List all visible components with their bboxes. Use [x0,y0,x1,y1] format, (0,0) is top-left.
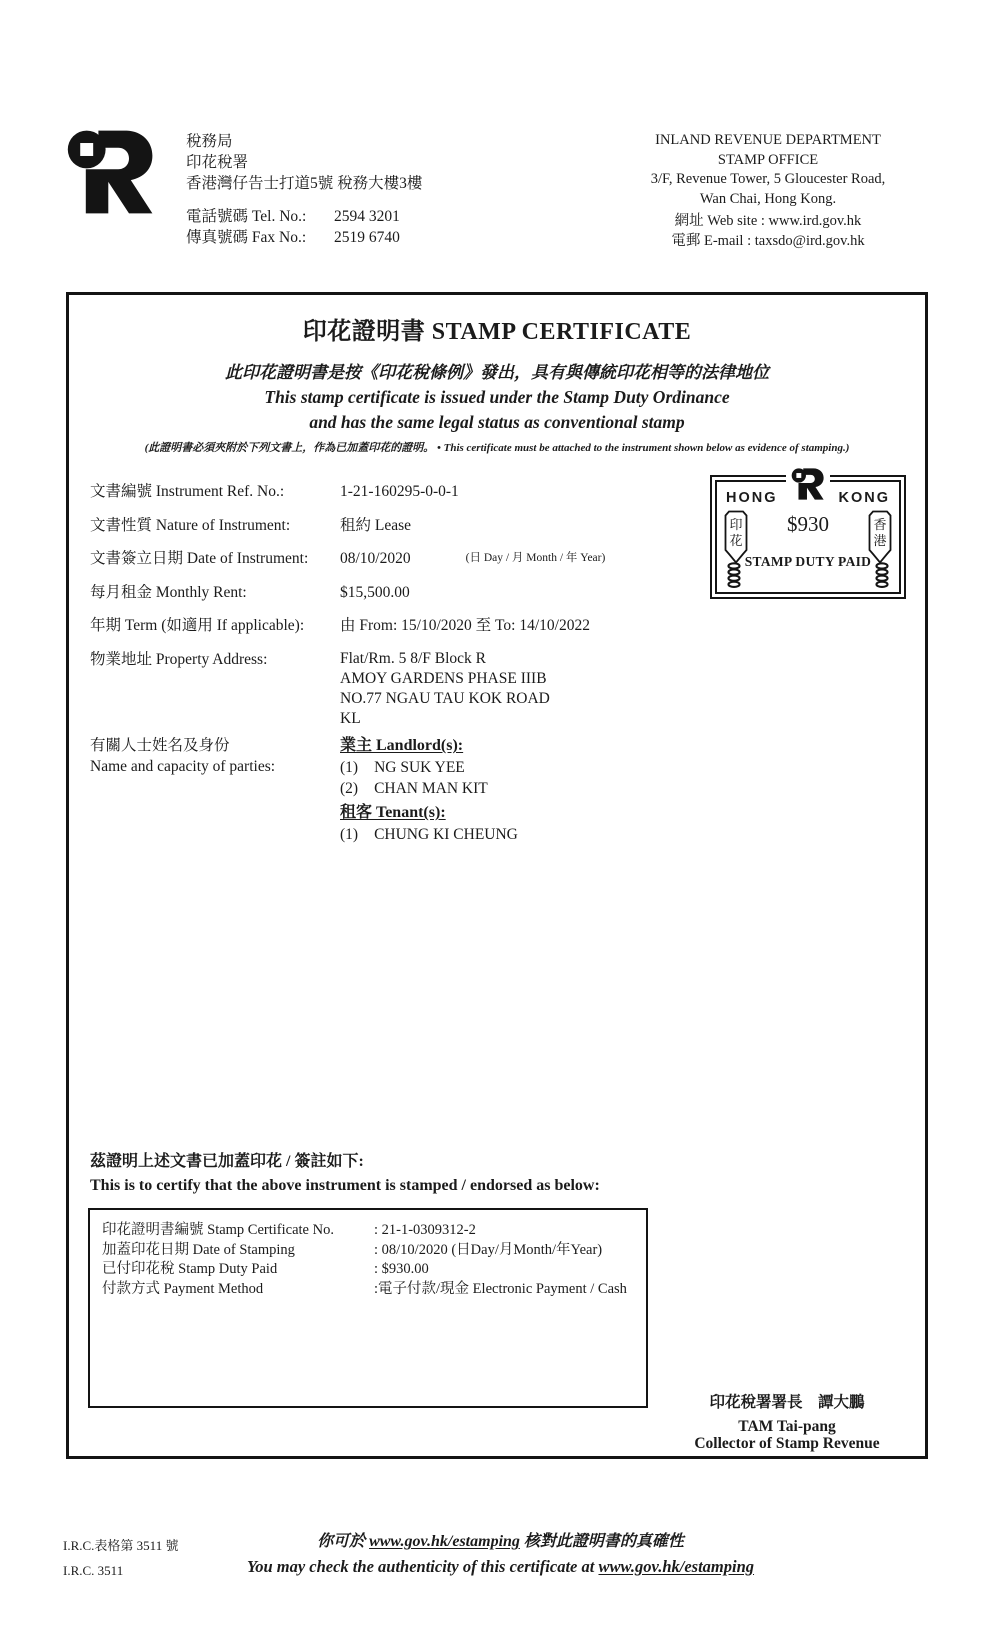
website-label: 網址 Web site : [674,213,765,229]
detail-value: : $930.00 [374,1261,429,1277]
detail-value: :電子付款/現金 Electronic Payment / Cash [374,1280,627,1297]
field-label: 文書性質 Nature of Instrument: [90,516,291,534]
collector-title: Collector of Stamp Revenue [694,1435,880,1452]
stamp-duty-amount: $930 [787,512,829,536]
certify-cn: 茲證明上述文書已加蓋印花 / 簽註如下: [90,1153,364,1170]
contact-block [186,206,400,248]
office-line: STAMP OFFICE [717,151,819,168]
party-name: NG SUK YEE [374,759,465,776]
party-name: CHAN MAN KIT [374,780,488,797]
stamping-details-box [88,1208,648,1408]
ird-logo-icon [66,127,156,217]
email-value: taxsdo@ird.gov.hk [754,232,865,249]
fax-label: 傳真號碼 Fax No.: [186,229,307,246]
tenant-item [340,824,518,845]
ird-logo-small-icon [786,467,830,501]
field-value: 租約 Lease [340,516,412,534]
address-line: Flat/Rm. 5 8/F Block R [340,649,486,667]
fax-value: 2519 6740 [334,229,400,246]
field-value: 08/10/2020 [340,550,411,567]
dept-line: 印花稅署 [186,154,249,171]
field-value: 由 From: 15/10/2020 至 To: 14/10/2022 [340,617,590,634]
party-name: CHUNG KI CHEUNG [374,826,518,843]
coil-ornament-icon [874,562,890,590]
detail-value: : 21-1-0309312-2 [374,1222,476,1238]
property-address-lines [340,649,550,729]
field-row-term [90,615,710,636]
detail-row-date-of-stamping [102,1241,634,1261]
form-number-cn: I.R.C.表格第 3511 號 [63,1538,179,1553]
field-row-date [90,548,710,569]
collector-signature-block [642,1393,932,1453]
field-row-nature [90,515,710,536]
website-row [598,212,938,232]
office-line: 3/F, Revenue Tower, 5 Gloucester Road, [650,171,886,187]
field-label: 物業地址 Property Address: [90,650,268,668]
field-value: $15,500.00 [340,583,410,601]
email-row [598,232,938,252]
landlord-heading: 業主 Landlord(s): [340,737,464,754]
dept-line: 香港灣仔告士打道5號 稅務大樓3樓 [186,175,423,192]
certificate-subtitle-cn: 此印花證明書是按《印花稅條例》發出，具有與傳統印花相等的法律地位 [225,363,769,382]
field-value: 1-21-160295-0-0-1 [340,483,459,500]
address-line: KL [340,709,361,727]
detail-label: 付款方式 Payment Method [102,1280,264,1297]
field-label: 文書編號 Instrument Ref. No.: [90,483,285,500]
parties-values [340,735,518,845]
fax-row [186,227,400,248]
office-line: Wan Chai, Hong Kong. [699,190,837,207]
address-line: NO.77 NGAU TAU KOK ROAD [340,689,550,707]
authenticity-line-cn: 你可於 www.gov.hk/estamping 核對此證明書的真確性 [317,1533,684,1550]
date-format-note: (日 Day / 月 Month / 年 Year) [465,552,606,564]
certificate-subtitle-en2: and has the same legal status as conventional stamp [309,412,685,432]
office-line: INLAND REVENUE DEPARTMENT [655,132,881,148]
field-row-instrument-ref [90,481,710,502]
svg-text:印: 印 [729,517,743,532]
address-line: AMOY GARDENS PHASE IIIB [340,669,547,687]
certificate-title: 印花證明書 STAMP CERTIFICATE [302,319,692,345]
party-number: (2) [340,780,359,797]
certify-en: This is to certify that the above instrument is stamped / endorsed as below: [90,1177,600,1194]
authenticity-check-block [0,1529,1001,1579]
landlord-item [340,778,518,799]
attachment-note: (此證明書必須夾附於下列文書上，作為已加蓋印花的證明。 • This certificate must be attached to the instrument shown below as evidence of stamping.) [144,442,850,454]
party-number: (1) [340,826,359,843]
detail-row-certificate-no [102,1221,634,1241]
parties-label: 有關人士姓名及身份 Name and capacity of parties: [90,737,276,775]
detail-label: 印花證明書編號 Stamp Certificate No. [102,1222,334,1238]
parties-section [90,735,710,845]
coil-ornament-icon [726,562,742,590]
website-value: www.ird.gov.hk [768,213,862,229]
field-label: 文書簽立日期 Date of Instrument: [90,550,309,567]
certificate-border-box [66,292,928,1459]
svg-text:花: 花 [729,533,743,548]
department-address-cn [186,131,422,194]
authenticity-line-en: You may check the authenticity of this certificate at www.gov.hk/estamping [246,1557,755,1576]
certificate-subtitle-en1: This stamp certificate is issued under the Stamp Duty Ordinance [264,387,730,407]
detail-value: : 08/10/2020 (日Day/月Month/年Year) [374,1241,603,1258]
tel-value: 2594 3201 [334,208,400,225]
stamp-chop-inner-border [715,480,901,594]
landlord-item [340,757,518,778]
tel-label: 電話號碼 Tel. No.: [186,208,307,225]
estamping-url: www.gov.hk/estamping [598,1557,755,1576]
chop-word-kong: KONG [838,490,890,506]
detail-row-stamp-duty-paid [102,1260,634,1280]
svg-text:港: 港 [873,533,887,548]
stamp-duty-paid-label: STAMP DUTY PAID [744,554,872,569]
party-number: (1) [340,759,359,776]
collector-cn: 印花稅署署長 譚大鵬 [709,1394,865,1411]
certify-statement [90,1150,600,1198]
tel-row [186,206,400,227]
form-number-en: I.R.C. 3511 [63,1563,124,1578]
tenant-heading: 租客 Tenant(s): [340,804,446,821]
email-label: 電郵 E-mail : [671,232,752,249]
dept-line: 稅務局 [186,133,233,150]
field-label: 年期 Term (如適用 If applicable): [90,617,305,634]
field-label: 每月租金 Monthly Rent: [90,583,247,601]
stamp-duty-paid-chop [710,475,906,599]
field-row-monthly-rent [90,582,710,603]
instrument-fields [90,481,710,741]
detail-label: 加蓋印花日期 Date of Stamping [102,1241,295,1258]
chop-word-hong: HONG [726,490,778,506]
office-address-en [598,131,938,251]
estamping-url: www.gov.hk/estamping [369,1533,520,1550]
detail-row-payment-method [102,1280,634,1300]
collector-name: TAM Tai-pang [738,1418,836,1435]
field-row-property-address [90,649,710,729]
svg-text:香: 香 [873,517,887,532]
detail-label: 已付印花稅 Stamp Duty Paid [102,1261,278,1277]
